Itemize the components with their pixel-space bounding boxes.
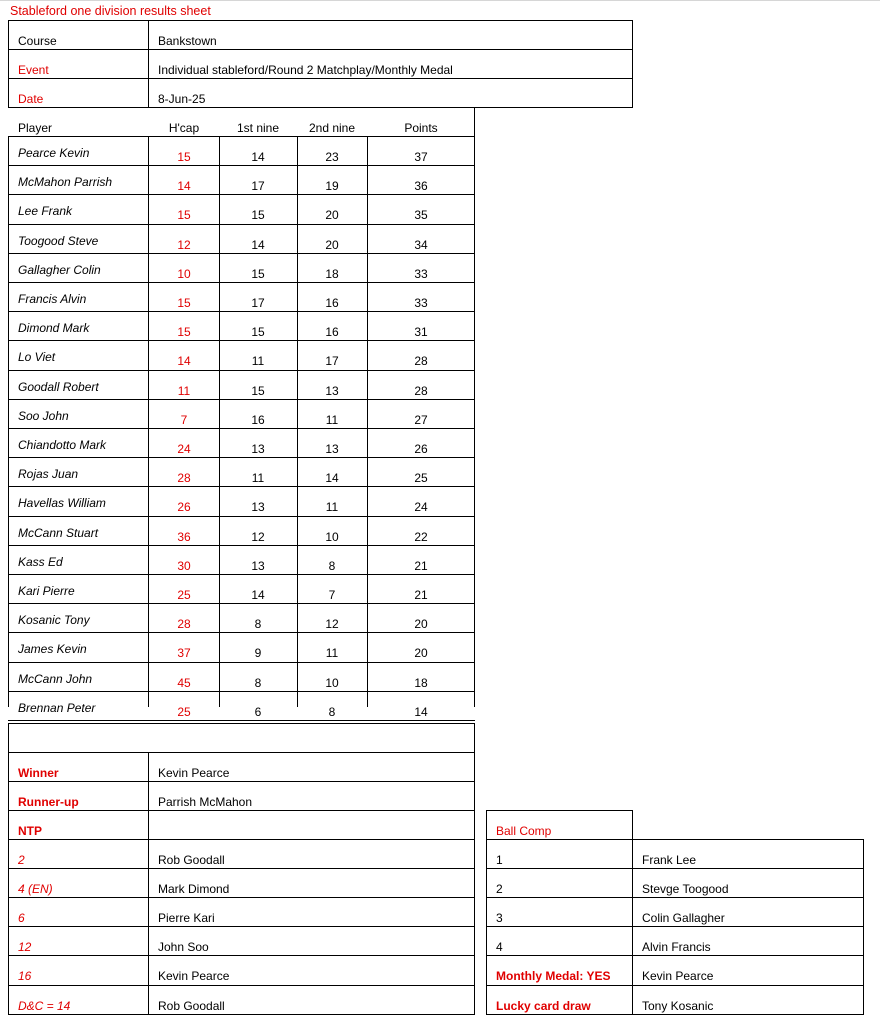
player-points: 22 xyxy=(414,530,428,544)
player-second-nine: 11 xyxy=(325,500,339,514)
ball-comp-label: Ball Comp xyxy=(496,824,552,838)
grid-line xyxy=(8,632,475,633)
player-hcap: 10 xyxy=(177,267,191,281)
player-hcap: 15 xyxy=(177,325,191,339)
player-points: 27 xyxy=(414,413,428,427)
grid-line xyxy=(8,810,475,811)
player-name: McCann John xyxy=(18,672,93,686)
player-first-nine: 15 xyxy=(251,325,265,339)
player-hcap: 14 xyxy=(177,354,191,368)
ntp-hole: 12 xyxy=(18,940,32,954)
player-name: McCann Stuart xyxy=(18,526,99,540)
player-hcap: 15 xyxy=(177,208,191,222)
grid-line xyxy=(8,985,475,986)
grid-line xyxy=(8,20,9,108)
player-name: Brennan Peter xyxy=(18,701,96,715)
info-value: Bankstown xyxy=(158,34,217,48)
player-hcap: 28 xyxy=(177,617,191,631)
player-name: McMahon Parrish xyxy=(18,175,113,189)
info-label: Event xyxy=(18,63,49,77)
player-name: Kass Ed xyxy=(18,555,63,569)
player-hcap: 45 xyxy=(177,676,191,690)
ntp-winner: John Soo xyxy=(158,940,209,954)
ntp-label: NTP xyxy=(18,824,42,838)
ball-comp-place: 3 xyxy=(496,911,503,925)
player-second-nine: 18 xyxy=(325,267,339,281)
player-points: 26 xyxy=(414,442,428,456)
player-second-nine: 20 xyxy=(325,208,339,222)
grid-line xyxy=(148,752,149,1015)
player-hcap: 25 xyxy=(177,705,191,719)
winner-label: Winner xyxy=(18,766,59,780)
column-header-first-nine: 1st nine xyxy=(236,121,280,135)
player-name: Chiandotto Mark xyxy=(18,438,107,452)
column-header-player: Player xyxy=(18,121,53,135)
grid-line xyxy=(486,955,864,956)
lucky-card-name: Tony Kosanic xyxy=(642,999,714,1013)
player-second-nine: 7 xyxy=(328,588,336,602)
info-label: Date xyxy=(18,92,44,106)
grid-line xyxy=(8,603,475,604)
player-points: 14 xyxy=(414,705,428,719)
player-points: 31 xyxy=(414,325,428,339)
runner-up-name: Parrish McMahon xyxy=(158,795,253,809)
sheet-title: Stableford one division results sheet xyxy=(10,4,211,18)
ntp-winner: Pierre Kari xyxy=(158,911,215,925)
grid-line xyxy=(8,662,475,663)
player-first-nine: 15 xyxy=(251,208,265,222)
grid-line xyxy=(486,810,633,811)
grid-line xyxy=(8,720,475,721)
grid-line xyxy=(8,20,633,21)
player-first-nine: 12 xyxy=(251,530,265,544)
grid-line xyxy=(8,839,475,840)
player-points: 34 xyxy=(414,238,428,252)
grid-line xyxy=(486,985,864,986)
grid-line xyxy=(8,340,475,341)
grid-line xyxy=(8,1014,475,1015)
winner-name: Kevin Pearce xyxy=(158,766,230,780)
player-hcap: 14 xyxy=(177,179,191,193)
player-name: Dimond Mark xyxy=(18,321,90,335)
grid-line xyxy=(8,399,475,400)
ntp-winner: Kevin Pearce xyxy=(158,969,230,983)
grid-line xyxy=(297,136,298,707)
player-first-nine: 11 xyxy=(251,471,265,485)
player-first-nine: 15 xyxy=(251,267,265,281)
player-points: 28 xyxy=(414,384,428,398)
grid-line xyxy=(863,839,864,1015)
grid-line xyxy=(8,955,475,956)
player-second-nine: 11 xyxy=(325,646,339,660)
grid-line xyxy=(8,516,475,517)
player-first-nine: 14 xyxy=(251,150,265,164)
player-first-nine: 16 xyxy=(251,413,265,427)
column-header-hcap: H'cap xyxy=(168,121,200,135)
ntp-hole: 16 xyxy=(18,969,32,983)
player-second-nine: 8 xyxy=(328,559,336,573)
player-second-nine: 20 xyxy=(325,238,339,252)
player-second-nine: 13 xyxy=(325,442,339,456)
grid-line xyxy=(367,136,368,707)
grid-line xyxy=(8,781,475,782)
grid-line xyxy=(8,752,475,753)
grid-line xyxy=(8,574,475,575)
ball-comp-name: Stevge Toogood xyxy=(642,882,729,896)
info-value: Individual stableford/Round 2 Matchplay/Monthly Medal xyxy=(158,63,453,77)
player-points: 20 xyxy=(414,617,428,631)
player-first-nine: 15 xyxy=(251,384,265,398)
player-points: 33 xyxy=(414,296,428,310)
player-name: Kari Pierre xyxy=(18,584,75,598)
grid-line xyxy=(486,926,864,927)
player-second-nine: 8 xyxy=(328,705,336,719)
player-points: 25 xyxy=(414,471,428,485)
grid-line xyxy=(8,486,475,487)
runner-up-label: Runner-up xyxy=(18,795,79,809)
ntp-winner: Rob Goodall xyxy=(158,853,225,867)
ball-comp-name: Frank Lee xyxy=(642,853,697,867)
grid-line xyxy=(8,723,9,1015)
grid-line xyxy=(8,78,633,79)
grid-line xyxy=(8,194,475,195)
grid-line xyxy=(8,282,475,283)
grid-line xyxy=(219,136,220,707)
player-points: 18 xyxy=(414,676,428,690)
player-first-nine: 14 xyxy=(251,588,265,602)
grid-line xyxy=(8,165,475,166)
player-first-nine: 9 xyxy=(254,646,262,660)
ntp-hole: 6 xyxy=(18,911,25,925)
ntp-hole: D&C = 14 xyxy=(18,999,71,1013)
player-name: Havellas William xyxy=(18,496,106,510)
ntp-hole: 4 (EN) xyxy=(18,882,53,896)
grid-line xyxy=(486,839,864,840)
grid-line xyxy=(474,723,475,1015)
player-second-nine: 11 xyxy=(325,413,339,427)
player-hcap: 15 xyxy=(177,150,191,164)
player-first-nine: 17 xyxy=(251,179,265,193)
player-hcap: 7 xyxy=(180,413,188,427)
grid-line xyxy=(8,136,475,137)
player-first-nine: 11 xyxy=(251,354,265,368)
grid-line xyxy=(148,20,149,108)
ball-comp-place: 1 xyxy=(496,853,503,867)
player-name: Lo Viet xyxy=(18,350,56,364)
grid-line xyxy=(8,926,475,927)
grid-line xyxy=(8,253,475,254)
grid-line xyxy=(8,897,475,898)
player-hcap: 25 xyxy=(177,588,191,602)
player-points: 21 xyxy=(414,588,428,602)
player-first-nine: 17 xyxy=(251,296,265,310)
ball-comp-name: Colin Gallagher xyxy=(642,911,725,925)
player-points: 36 xyxy=(414,179,428,193)
grid-line xyxy=(8,224,475,225)
grid-line xyxy=(8,107,633,108)
ball-comp-place: 2 xyxy=(496,882,503,896)
player-hcap: 26 xyxy=(177,500,191,514)
player-points: 33 xyxy=(414,267,428,281)
player-name: James Kevin xyxy=(18,642,87,656)
page-top-border xyxy=(0,0,880,1)
player-first-nine: 13 xyxy=(251,559,265,573)
player-first-nine: 13 xyxy=(251,442,265,456)
player-points: 35 xyxy=(414,208,428,222)
player-points: 24 xyxy=(414,500,428,514)
info-value: 8-Jun-25 xyxy=(158,92,206,106)
lucky-card-label: Lucky card draw xyxy=(496,999,591,1013)
player-second-nine: 16 xyxy=(325,325,339,339)
grid-line xyxy=(8,691,475,692)
ntp-winner: Rob Goodall xyxy=(158,999,225,1013)
player-second-nine: 19 xyxy=(325,179,339,193)
player-name: Soo John xyxy=(18,409,69,423)
player-first-nine: 8 xyxy=(254,676,262,690)
grid-line xyxy=(8,311,475,312)
grid-line xyxy=(8,370,475,371)
player-name: Gallagher Colin xyxy=(18,263,101,277)
player-hcap: 11 xyxy=(177,384,191,398)
grid-line xyxy=(486,868,864,869)
player-hcap: 28 xyxy=(177,471,191,485)
player-second-nine: 23 xyxy=(325,150,339,164)
player-second-nine: 13 xyxy=(325,384,339,398)
player-second-nine: 10 xyxy=(325,676,339,690)
grid-line xyxy=(148,136,149,707)
monthly-medal-name: Kevin Pearce xyxy=(642,969,714,983)
player-name: Kosanic Tony xyxy=(18,613,90,627)
column-header-second-nine: 2nd nine xyxy=(308,121,356,135)
player-hcap: 24 xyxy=(177,442,191,456)
monthly-medal-label: Monthly Medal: YES xyxy=(496,969,611,983)
ball-comp-name: Alvin Francis xyxy=(642,940,711,954)
player-second-nine: 17 xyxy=(325,354,339,368)
player-hcap: 30 xyxy=(177,559,191,573)
grid-line xyxy=(8,723,475,724)
player-hcap: 37 xyxy=(177,646,191,660)
grid-line xyxy=(486,897,864,898)
player-second-nine: 10 xyxy=(325,530,339,544)
player-second-nine: 16 xyxy=(325,296,339,310)
player-hcap: 15 xyxy=(177,296,191,310)
grid-line xyxy=(8,868,475,869)
player-name: Lee Frank xyxy=(18,204,73,218)
player-second-nine: 12 xyxy=(325,617,339,631)
ntp-hole: 2 xyxy=(18,853,25,867)
grid-line xyxy=(632,20,633,108)
player-name: Goodall Robert xyxy=(18,380,99,394)
grid-line xyxy=(8,136,9,707)
player-points: 20 xyxy=(414,646,428,660)
player-hcap: 12 xyxy=(177,238,191,252)
player-name: Toogood Steve xyxy=(18,234,99,248)
player-points: 21 xyxy=(414,559,428,573)
player-points: 37 xyxy=(414,150,428,164)
player-first-nine: 6 xyxy=(254,705,262,719)
player-first-nine: 8 xyxy=(254,617,262,631)
player-name: Francis Alvin xyxy=(18,292,87,306)
grid-line xyxy=(486,1014,864,1015)
player-hcap: 36 xyxy=(177,530,191,544)
column-header-points: Points xyxy=(404,121,438,135)
grid-line xyxy=(8,545,475,546)
player-points: 28 xyxy=(414,354,428,368)
player-first-nine: 13 xyxy=(251,500,265,514)
grid-line xyxy=(8,49,633,50)
info-label: Course xyxy=(18,34,57,48)
grid-line xyxy=(8,428,475,429)
grid-line xyxy=(8,457,475,458)
player-second-nine: 14 xyxy=(325,471,339,485)
player-name: Pearce Kevin xyxy=(18,146,90,160)
ntp-winner: Mark Dimond xyxy=(158,882,230,896)
grid-line xyxy=(474,107,475,707)
player-name: Rojas Juan xyxy=(18,467,79,481)
ball-comp-place: 4 xyxy=(496,940,503,954)
player-first-nine: 14 xyxy=(251,238,265,252)
